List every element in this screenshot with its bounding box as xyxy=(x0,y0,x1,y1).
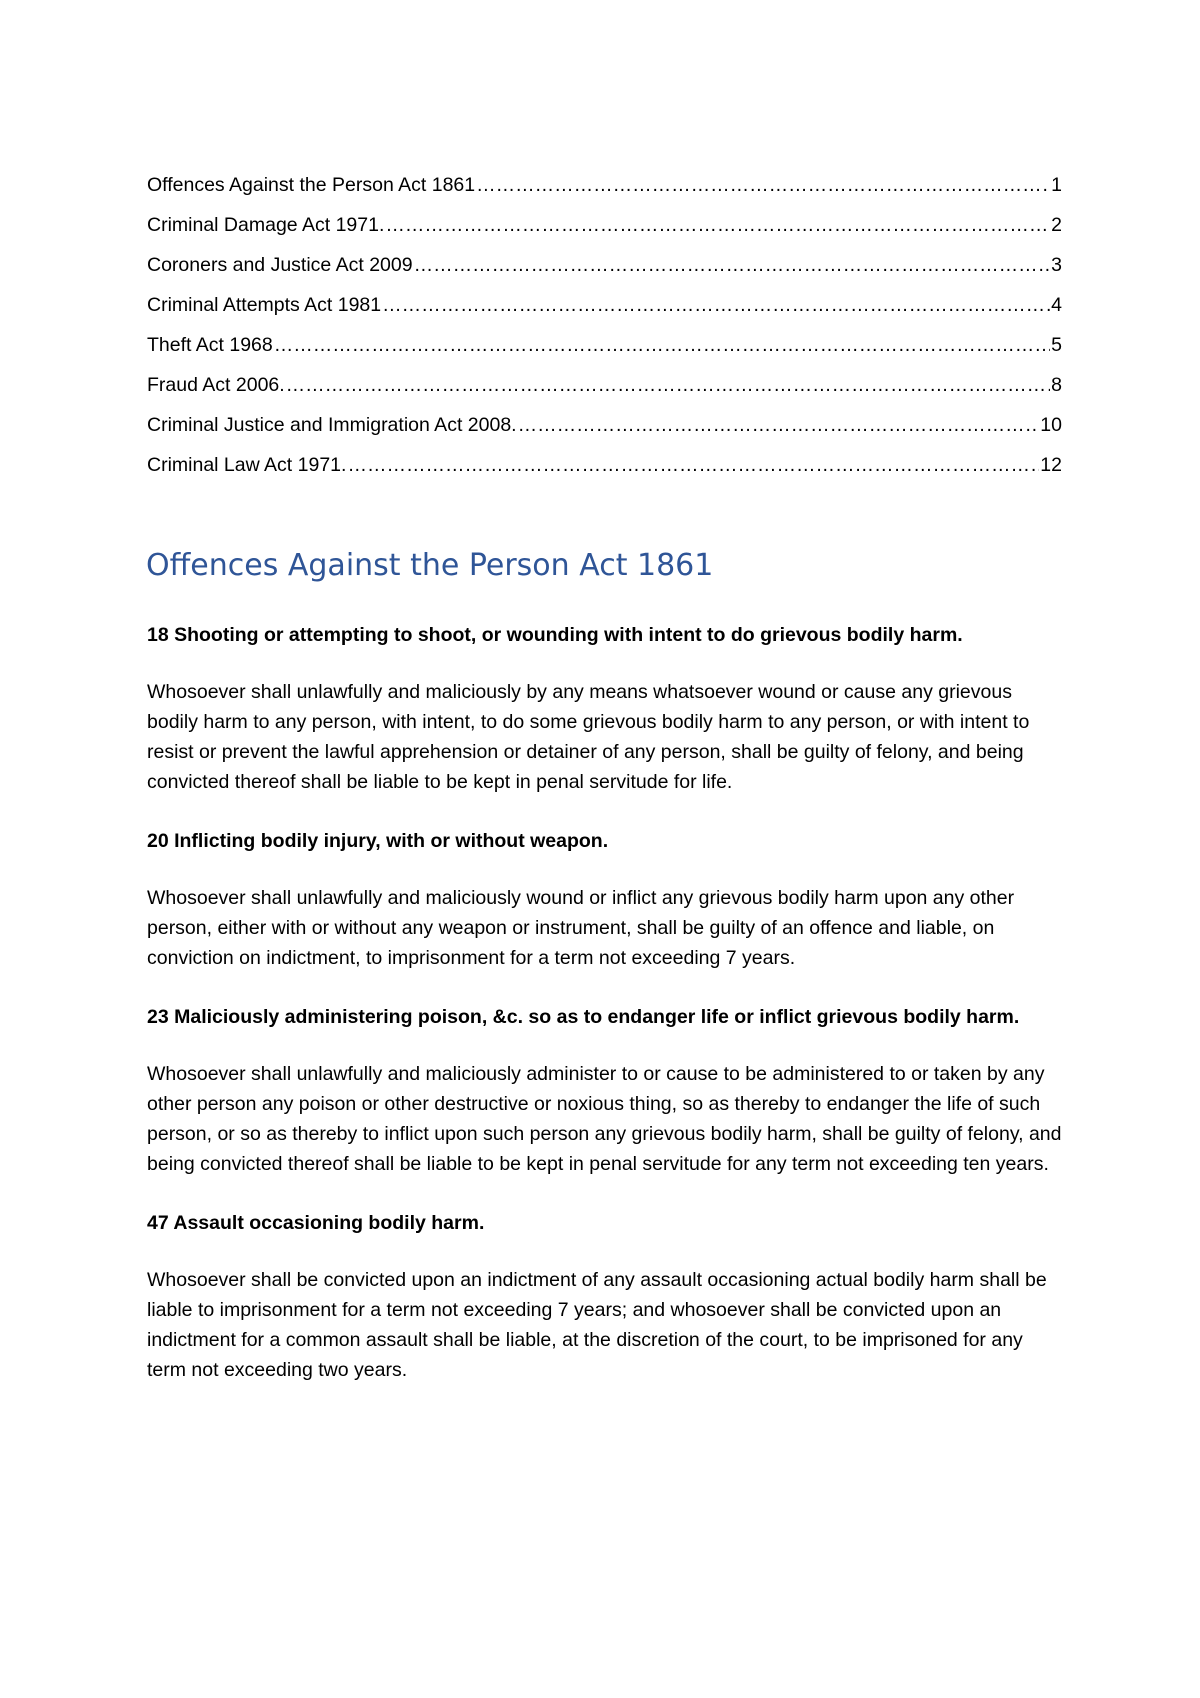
section-20-text: Whosoever shall unlawfully and maliciously wound or inflict any grievous bodily harm upon any other person, either with or without any weapon or instrument, shall be guilty of an offence and liable, on conviction on indictment, to imprisonment for a term not exceeding 7 years. xyxy=(147,887,1015,969)
toc-entry-title: Criminal Justice and Immigration Act 2008. xyxy=(147,414,517,436)
toc-dot-leader xyxy=(518,414,1040,437)
toc-entry-page: 3 xyxy=(1051,254,1062,276)
toc-entry-title: Fraud Act 2006. xyxy=(147,374,285,396)
table-of-contents xyxy=(147,174,1062,494)
toc-entry[interactable] xyxy=(147,454,1062,494)
toc-dot-leader xyxy=(476,174,1050,197)
toc-entry[interactable] xyxy=(147,294,1062,334)
toc-entry-title: Criminal Attempts Act 1981 xyxy=(147,294,382,316)
toc-entry[interactable] xyxy=(147,334,1062,374)
toc-entry-page: 1 xyxy=(1051,174,1062,196)
document-body xyxy=(147,620,1067,1414)
section-18-text: Whosoever shall unlawfully and maliciously by any means whatsoever wound or cause any grievous bodily harm to any person, with intent, to do some grievous bodily harm to any person, or with intent to resist or prevent the lawful apprehension or detainer of any person, shall be guilty of felony, and being convicted thereof shall be liable to be kept in penal servitude for life. xyxy=(147,681,1030,793)
toc-entry[interactable] xyxy=(147,214,1062,254)
toc-entry-page: 5 xyxy=(1051,334,1062,356)
toc-dot-leader xyxy=(382,294,1050,317)
toc-entry-title: Criminal Damage Act 1971. xyxy=(147,214,385,236)
toc-entry-page: 4 xyxy=(1051,294,1062,316)
toc-dot-leader xyxy=(414,254,1051,277)
toc-dot-leader xyxy=(385,214,1050,237)
toc-entry-title: Offences Against the Person Act 1861 xyxy=(147,174,476,196)
toc-entry[interactable] xyxy=(147,414,1062,454)
toc-entry[interactable] xyxy=(147,374,1062,414)
toc-entry-page: 2 xyxy=(1051,214,1062,236)
section-23-title: 23 Maliciously administering poison, &c. so as to endanger life or inflict grievous bodily harm. xyxy=(147,1006,1020,1028)
section-heading: Offences Against the Person Act 1861 xyxy=(146,548,714,583)
section-18-title: 18 Shooting or attempting to shoot, or wounding with intent to do grievous bodily harm. xyxy=(147,624,963,646)
toc-entry-page: 8 xyxy=(1051,374,1062,396)
toc-dot-leader xyxy=(286,374,1050,397)
toc-entry-title: Theft Act 1968 xyxy=(147,334,273,356)
toc-entry-page: 10 xyxy=(1040,414,1062,436)
toc-dot-leader xyxy=(347,454,1039,477)
toc-entry-page: 12 xyxy=(1040,454,1062,476)
section-47-title: 47 Assault occasioning bodily harm. xyxy=(147,1212,485,1234)
toc-entry-title: Criminal Law Act 1971. xyxy=(147,454,347,476)
section-47-text: Whosoever shall be convicted upon an indictment of any assault occasioning actual bodily harm shall be liable to imprisonment for a term not exceeding 7 years; and whosoever shall be convicted upon an indictment for a common assault shall be liable, at the discretion of the court, to be imprisoned for any term not exceeding two years. xyxy=(147,1269,1047,1381)
toc-entry-title: Coroners and Justice Act 2009 xyxy=(147,254,413,276)
section-23-text: Whosoever shall unlawfully and maliciously administer to or cause to be administered to or taken by any other person any poison or other destructive or noxious thing, so as thereby to endanger the life of such person, or so as thereby to inflict upon such person any grievous bodily harm, shall be guilty of felony, and being convicted thereof shall be liable to be kept in penal servitude for any term not exceeding ten years. xyxy=(147,1063,1062,1175)
toc-entry[interactable] xyxy=(147,254,1062,294)
toc-entry[interactable] xyxy=(147,174,1062,214)
section-20-title: 20 Inflicting bodily injury, with or without weapon. xyxy=(147,830,609,852)
toc-dot-leader xyxy=(274,334,1050,357)
